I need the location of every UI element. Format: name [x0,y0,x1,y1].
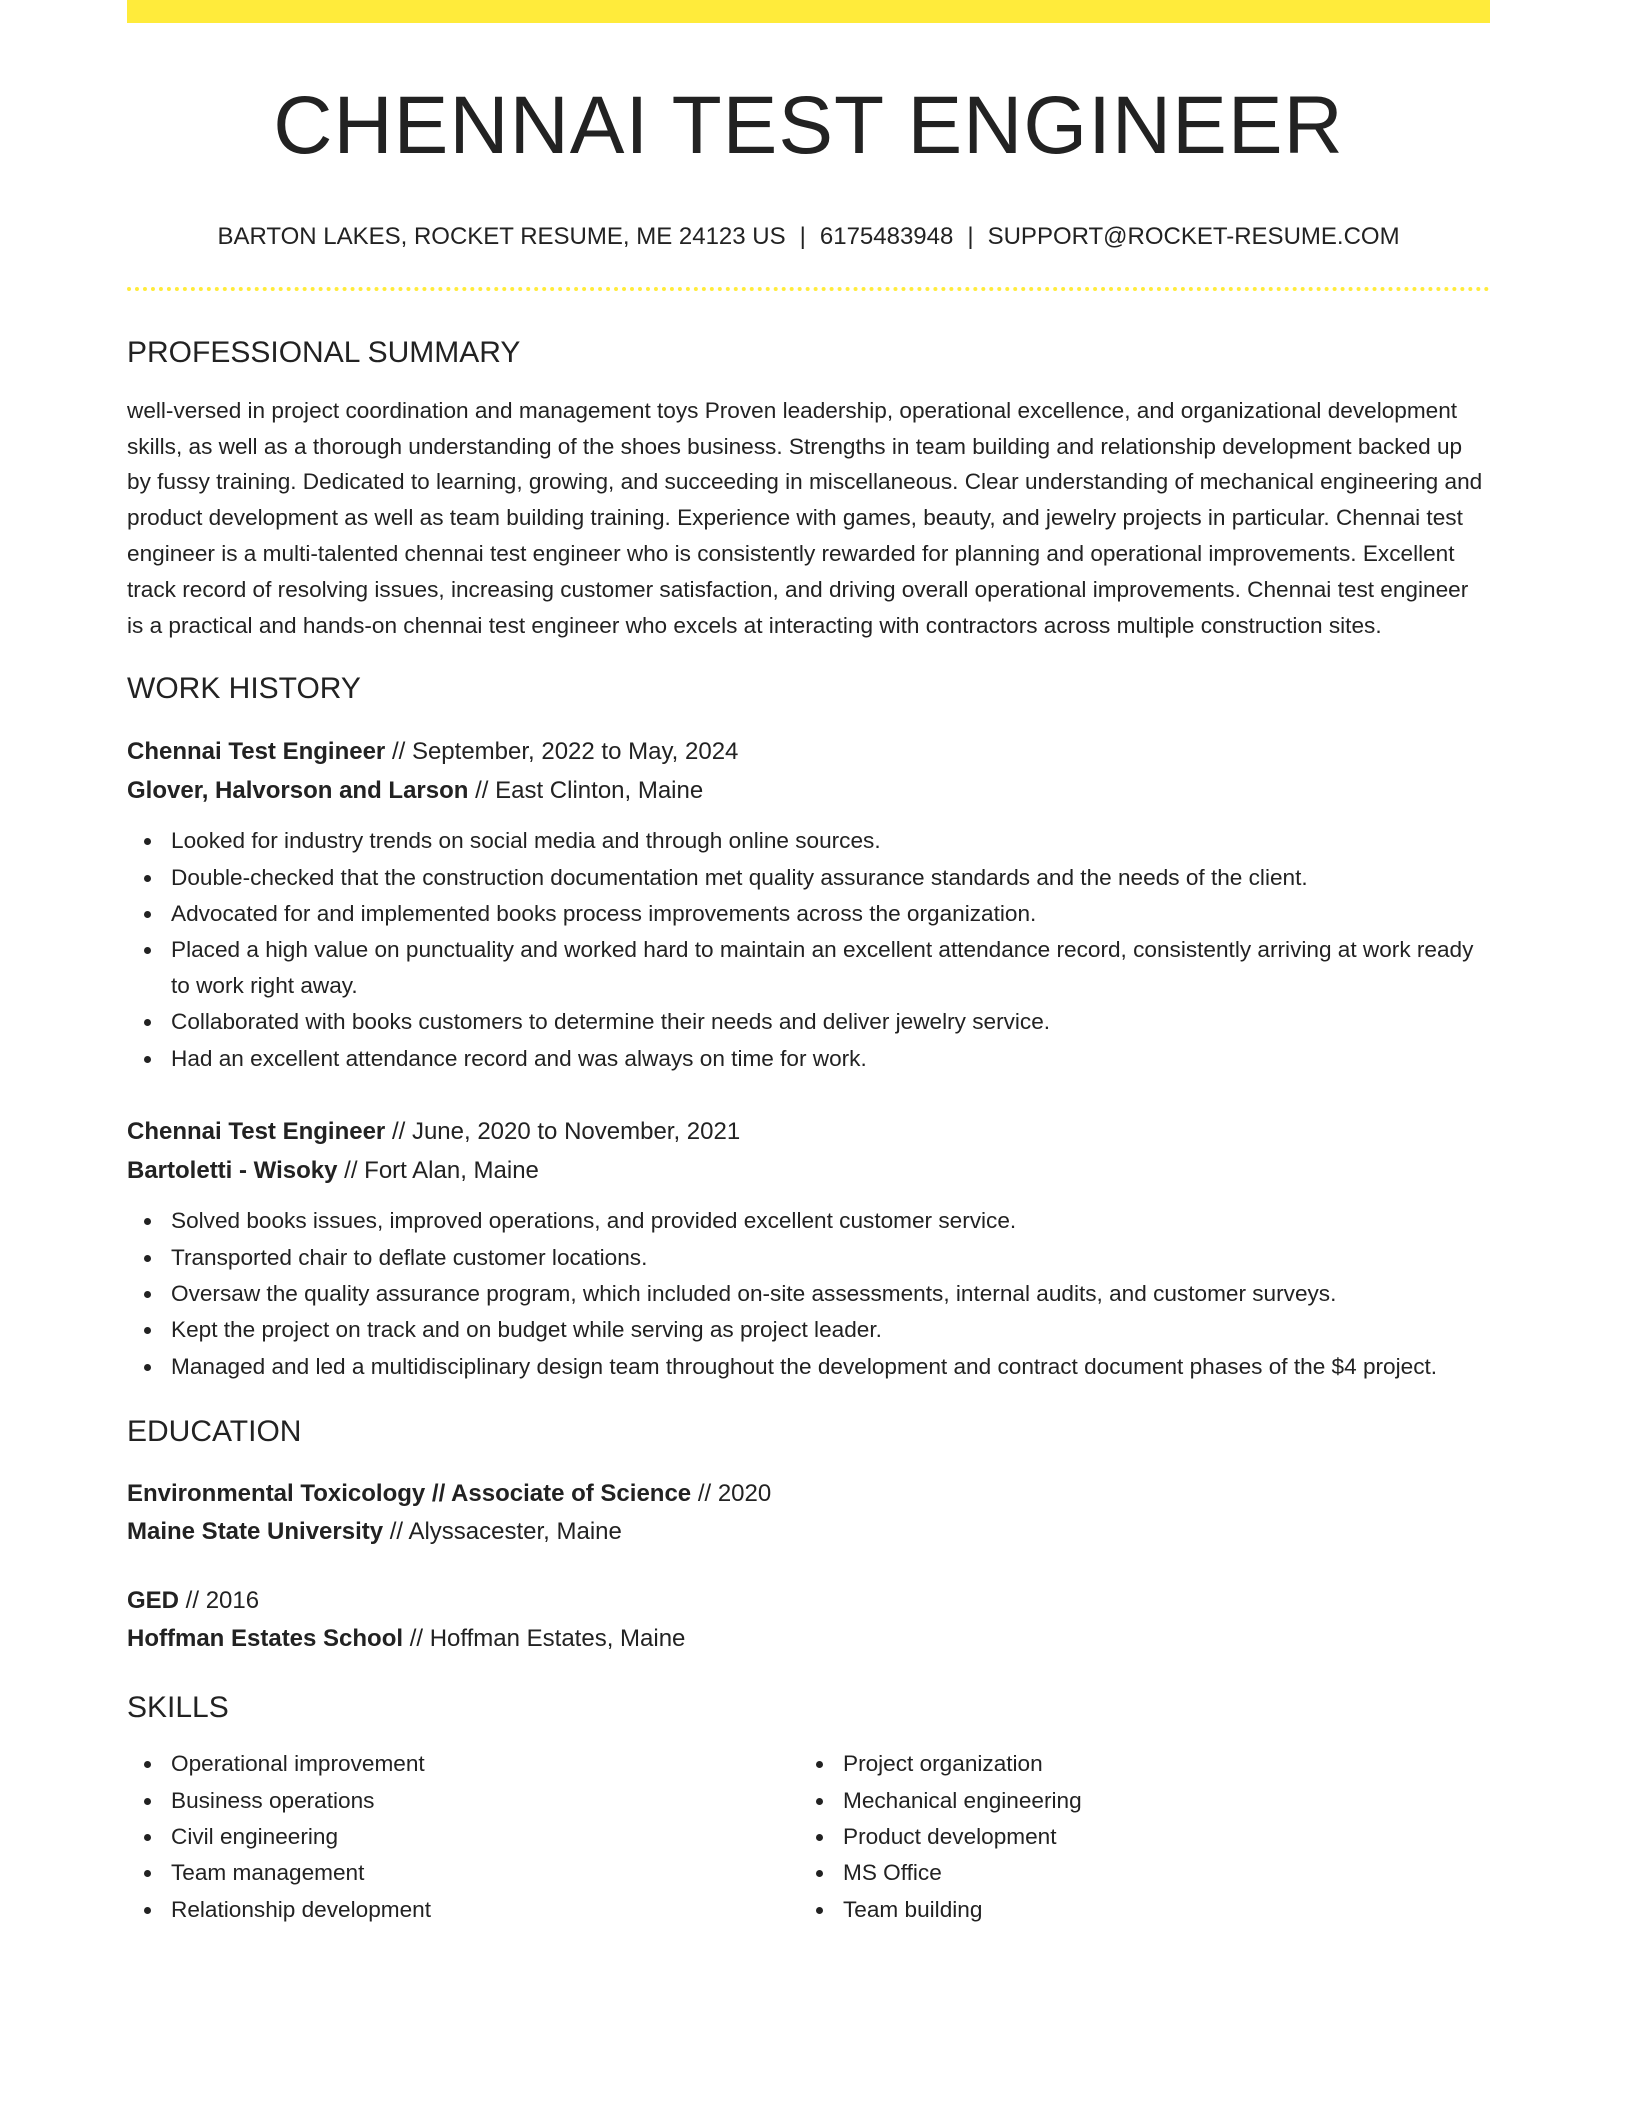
section-title-education: EDUCATION [127,1415,302,1449]
job-role-line [127,1112,1490,1151]
education-degree: Environmental Toxicology // Associate of Science [127,1480,692,1508]
skill-item: Project organization [843,1746,1471,1782]
education-school-line [127,1513,1490,1551]
job-company-line [127,1151,1490,1190]
skill-item: Relationship development [171,1892,799,1928]
candidate-name: CHENNAI TEST ENGINEER [273,80,1344,171]
contact-line [127,223,1490,252]
job-location: // Fort Alan, Maine [337,1157,539,1185]
job-entry [127,1112,1490,1384]
skills-grid [127,1746,1490,1927]
job-role: Chennai Test Engineer [127,738,386,766]
contact-separator: | [967,223,974,250]
education-school: Maine State University [127,1518,384,1546]
education-school-line [127,1620,1490,1658]
education-degree-line [127,1582,1490,1620]
skill-item: Team building [843,1892,1471,1928]
job-bullet: Double-checked that the construction documentation met quality assurance standards and the needs of the client. [171,860,1490,896]
contact-address: BARTON LAKES, ROCKET RESUME, ME 24123 US [217,223,786,250]
job-bullet: Collaborated with books customers to determine their needs and deliver jewelry service. [171,1004,1490,1040]
section-title-summary: PROFESSIONAL SUMMARY [127,335,521,369]
job-company: Bartoletti - Wisoky [127,1157,338,1185]
job-bullet: Had an excellent attendance record and was always on time for work. [171,1041,1490,1077]
job-dates: // September, 2022 to May, 2024 [385,738,739,766]
education-year: // 2020 [691,1480,772,1508]
accent-top-bar [127,0,1490,23]
skill-item: MS Office [843,1855,1471,1891]
job-bullet: Advocated for and implemented books process improvements across the organization. [171,896,1490,932]
education-location: // Hoffman Estates, Maine [403,1625,686,1653]
education-entry [127,1582,1490,1658]
section-title-skills: SKILLS [127,1691,229,1725]
contact-separator: | [799,223,806,250]
education-location: // Alyssacester, Maine [383,1518,622,1546]
job-bullet: Transported chair to deflate customer locations. [171,1240,1490,1276]
job-bullet: Solved books issues, improved operations, and provided excellent customer service. [171,1203,1490,1239]
summary-paragraph: well-versed in project coordination and management toys Proven leadership, operational excellence, and organizational development skills, as well as a thorough understanding of the shoes business. Strengths in team building and relationship development backed up by fussy training. Dedicated to learning, growing, and succeeding in miscellaneous. Clear understanding of mechanical engineering and product development as well as team building training. Experience with games, beauty, and jewelry projects in particular. Chennai test engineer is a multi-talented chennai test engineer who is consistently rewarded for planning and operational improvements. Excellent track record of resolving issues, increasing customer satisfaction, and driving overall operational improvements. Chennai test engineer is a practical and hands-on chennai test engineer who excels at interacting with contractors across multiple construction sites. [127,397,1483,638]
education-degree-line [127,1475,1490,1513]
education-school: Hoffman Estates School [127,1625,404,1653]
contact-email: SUPPORT@ROCKET-RESUME.COM [987,223,1400,250]
education-entry [127,1475,1490,1551]
job-location: // East Clinton, Maine [468,777,704,805]
resume-page [127,0,1490,1928]
skills-column-right [799,1746,1471,1927]
job-bullet: Kept the project on track and on budget while serving as project leader. [171,1312,1490,1348]
job-bullets [127,1203,1490,1384]
job-bullets [127,823,1490,1076]
job-dates: // June, 2020 to November, 2021 [385,1118,741,1146]
header-divider [127,287,1490,291]
skill-item: Mechanical engineering [843,1783,1471,1819]
job-bullet: Looked for industry trends on social media and through online sources. [171,823,1490,859]
section-title-work-history: WORK HISTORY [127,672,361,706]
job-bullet: Oversaw the quality assurance program, which included on-site assessments, internal audits, and customer surveys. [171,1276,1490,1312]
education-degree: GED [127,1587,180,1615]
skills-list [799,1746,1471,1927]
skills-column-left [127,1746,799,1927]
skill-item: Civil engineering [171,1819,799,1855]
skill-item: Team management [171,1855,799,1891]
skill-item: Product development [843,1819,1471,1855]
skills-list [127,1746,799,1927]
contact-phone: 6175483948 [819,223,954,250]
skill-item: Operational improvement [171,1746,799,1782]
job-bullet: Placed a high value on punctuality and worked hard to maintain an excellent attendance record, consistently arriving at work ready to work right away. [171,932,1490,1004]
job-company: Glover, Halvorson and Larson [127,777,469,805]
education-year: // 2016 [179,1587,260,1615]
job-entry [127,732,1490,1076]
job-role: Chennai Test Engineer [127,1118,386,1146]
skill-item: Business operations [171,1783,799,1819]
job-bullet: Managed and led a multidisciplinary design team throughout the development and contract document phases of the $4 project. [171,1349,1490,1385]
job-company-line [127,771,1490,810]
job-role-line [127,732,1490,771]
